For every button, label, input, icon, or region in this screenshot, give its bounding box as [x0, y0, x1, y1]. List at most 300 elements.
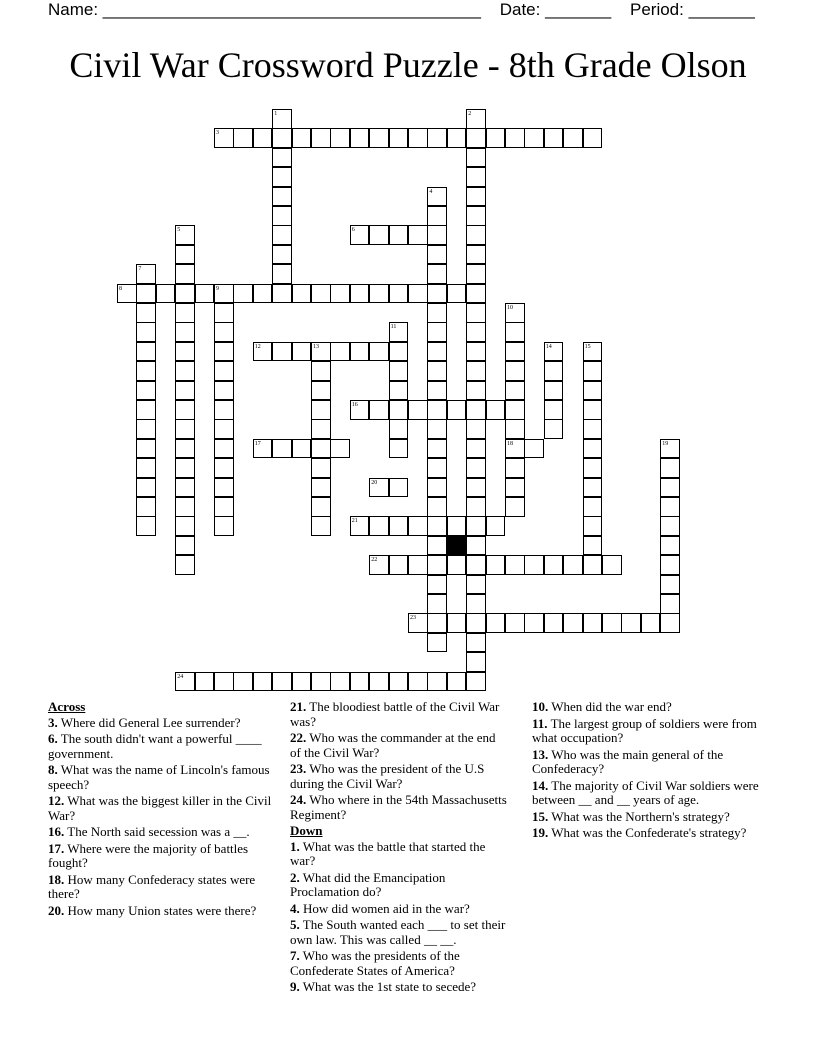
- grid-cell[interactable]: [136, 284, 156, 304]
- across-clue: [290, 731, 508, 760]
- grid-cell[interactable]: [427, 400, 447, 420]
- grid-cell[interactable]: [175, 419, 195, 439]
- grid-cell[interactable]: [233, 284, 253, 304]
- clue-number: 11.: [532, 715, 548, 731]
- across-clue: [290, 762, 508, 791]
- clue-number: 21.: [290, 699, 307, 714]
- grid-cell[interactable]: [583, 128, 603, 148]
- grid-cell[interactable]: [175, 245, 195, 265]
- grid-cell[interactable]: [214, 516, 234, 536]
- grid-cell[interactable]: [544, 128, 564, 148]
- grid-cell[interactable]: [427, 206, 447, 226]
- grid-cell[interactable]: [330, 342, 350, 362]
- clue-number: 10.: [532, 699, 549, 714]
- grid-cell[interactable]: [660, 478, 680, 498]
- grid-cell[interactable]: [369, 342, 389, 362]
- clue-column-1: [48, 700, 273, 920]
- grid-cell[interactable]: [427, 322, 447, 342]
- grid-cell[interactable]: [136, 342, 156, 362]
- grid-cell[interactable]: [389, 672, 409, 692]
- grid-cell[interactable]: [136, 458, 156, 478]
- grid-cell[interactable]: [156, 284, 176, 304]
- grid-cell[interactable]: [311, 400, 331, 420]
- across-clue: [48, 904, 273, 919]
- grid-cell[interactable]: [292, 672, 312, 692]
- grid-cell[interactable]: [466, 284, 486, 304]
- across-clue: [48, 825, 273, 840]
- clue-text: How many Union states were there?: [67, 902, 257, 918]
- cell-number: 20: [371, 479, 378, 486]
- grid-cell[interactable]: [583, 555, 603, 575]
- grid-cell[interactable]: [389, 225, 409, 245]
- cell-number: 19: [662, 440, 669, 447]
- grid-cell[interactable]: [408, 555, 428, 575]
- grid-cell[interactable]: [544, 400, 564, 420]
- grid-cell[interactable]: [175, 516, 195, 536]
- grid-cell[interactable]: [389, 478, 409, 498]
- grid-cell[interactable]: [505, 419, 525, 439]
- grid-cell[interactable]: [175, 381, 195, 401]
- grid-cell[interactable]: [505, 128, 525, 148]
- clue-number: 16.: [48, 824, 65, 839]
- grid-cell[interactable]: [175, 303, 195, 323]
- grid-cell[interactable]: [175, 284, 195, 304]
- grid-cell[interactable]: [214, 381, 234, 401]
- grid-cell[interactable]: [447, 672, 467, 692]
- grid-cell[interactable]: [272, 672, 292, 692]
- grid-cell[interactable]: [214, 419, 234, 439]
- grid-cell[interactable]: [427, 419, 447, 439]
- grid-cell[interactable]: [369, 400, 389, 420]
- grid-cell[interactable]: [466, 167, 486, 187]
- grid-cell[interactable]: [311, 361, 331, 381]
- grid-cell[interactable]: [272, 167, 292, 187]
- grid-cell[interactable]: [486, 613, 506, 633]
- grid-cell[interactable]: [330, 128, 350, 148]
- grid-cell[interactable]: [389, 400, 409, 420]
- grid-cell[interactable]: [253, 128, 273, 148]
- grid-cell[interactable]: [466, 225, 486, 245]
- grid-cell[interactable]: [427, 594, 447, 614]
- grid-cell[interactable]: [369, 284, 389, 304]
- grid-cell[interactable]: [427, 633, 447, 653]
- grid-cell[interactable]: [505, 458, 525, 478]
- grid-cell[interactable]: [466, 381, 486, 401]
- grid-cell[interactable]: [253, 284, 273, 304]
- clue-text: What was the battle that started the war?: [290, 838, 486, 868]
- grid-cell[interactable]: [583, 478, 603, 498]
- clue-text: What did the Emancipation Proclamation do?: [290, 869, 446, 899]
- clue-column-2: [290, 700, 508, 997]
- grid-cell[interactable]: [583, 516, 603, 536]
- grid-cell[interactable]: [583, 439, 603, 459]
- grid-cell[interactable]: [389, 128, 409, 148]
- grid-cell[interactable]: [311, 497, 331, 517]
- grid-cell[interactable]: [311, 458, 331, 478]
- grid-cell[interactable]: [427, 225, 447, 245]
- grid-cell[interactable]: [583, 497, 603, 517]
- clue-number: 5.: [290, 917, 300, 932]
- grid-cell[interactable]: [544, 381, 564, 401]
- grid-cell[interactable]: [466, 400, 486, 420]
- grid-cell[interactable]: [427, 303, 447, 323]
- grid-cell[interactable]: [447, 555, 467, 575]
- grid-cell[interactable]: [175, 264, 195, 284]
- cell-number: 7: [138, 266, 142, 273]
- grid-cell[interactable]: [447, 284, 467, 304]
- grid-cell[interactable]: [466, 245, 486, 265]
- cell-number: 10: [507, 305, 513, 311]
- grid-cell[interactable]: [660, 613, 680, 633]
- clue-text: The largest group of soldiers were from what occupation?: [532, 715, 757, 745]
- grid-cell[interactable]: [466, 458, 486, 478]
- cell-number: 14: [545, 343, 552, 350]
- grid-cell[interactable]: [292, 439, 312, 459]
- grid-cell[interactable]: [660, 458, 680, 478]
- clue-text: What was the biggest killer in the Civil War?: [48, 793, 272, 823]
- grid-cell[interactable]: [427, 245, 447, 265]
- grid-cell[interactable]: [369, 672, 389, 692]
- grid-cell[interactable]: [660, 555, 680, 575]
- grid-cell[interactable]: [272, 245, 292, 265]
- grid-cell[interactable]: [466, 594, 486, 614]
- grid-cell[interactable]: [427, 458, 447, 478]
- grid-cell[interactable]: [272, 284, 292, 304]
- grid-cell[interactable]: [272, 439, 292, 459]
- grid-cell[interactable]: [563, 555, 583, 575]
- grid-cell[interactable]: [175, 361, 195, 381]
- grid-cell[interactable]: [408, 400, 428, 420]
- grid-cell[interactable]: [389, 361, 409, 381]
- clue-number: 19.: [532, 825, 549, 840]
- grid-cell[interactable]: [136, 361, 156, 381]
- grid-cell[interactable]: [427, 672, 447, 692]
- grid-cell[interactable]: [524, 439, 544, 459]
- grid-cell[interactable]: [311, 439, 331, 459]
- grid-cell[interactable]: [427, 575, 447, 595]
- down-clue: [532, 810, 762, 825]
- grid-cell[interactable]: [544, 361, 564, 381]
- grid-cell[interactable]: [427, 497, 447, 517]
- grid-cell[interactable]: [447, 613, 467, 633]
- cell-number: 22: [371, 557, 378, 564]
- grid-cell[interactable]: [486, 400, 506, 420]
- across-heading: Across: [48, 699, 86, 714]
- grid-cell[interactable]: [233, 128, 253, 148]
- grid-cell[interactable]: [427, 284, 447, 304]
- down-clue: [290, 949, 508, 978]
- clue-column-3: [532, 700, 762, 843]
- name-field[interactable]: Name: ________________________________________: [48, 0, 481, 19]
- grid-cell[interactable]: [369, 516, 389, 536]
- grid-cell[interactable]: [466, 536, 486, 556]
- clue-text: Who was the commander at the end of the Civil War?: [290, 730, 496, 760]
- grid-cell[interactable]: [602, 555, 622, 575]
- grid-cell[interactable]: [214, 303, 234, 323]
- grid-cell[interactable]: [389, 419, 409, 439]
- grid-cell[interactable]: [505, 342, 525, 362]
- grid-cell[interactable]: [272, 225, 292, 245]
- cell-number: 15: [584, 343, 591, 350]
- grid-cell[interactable]: [544, 613, 564, 633]
- grid-cell[interactable]: [214, 439, 234, 459]
- grid-cell[interactable]: [544, 419, 564, 439]
- grid-cell[interactable]: [136, 381, 156, 401]
- grid-cell[interactable]: [660, 575, 680, 595]
- grid-cell[interactable]: [175, 478, 195, 498]
- grid-cell[interactable]: [466, 439, 486, 459]
- cell-number: 23: [410, 615, 416, 622]
- grid-cell[interactable]: [292, 128, 312, 148]
- across-clue: [48, 873, 273, 902]
- grid-cell[interactable]: [175, 497, 195, 517]
- grid-cell[interactable]: [505, 322, 525, 342]
- grid-cell[interactable]: [583, 536, 603, 556]
- grid-cell[interactable]: [427, 361, 447, 381]
- grid-cell[interactable]: [466, 497, 486, 517]
- grid-cell[interactable]: [447, 400, 467, 420]
- grid-cell[interactable]: [660, 536, 680, 556]
- down-clue: [290, 840, 508, 869]
- grid-cell[interactable]: [136, 497, 156, 517]
- grid-cell[interactable]: [369, 225, 389, 245]
- grid-cell[interactable]: [350, 284, 370, 304]
- grid-cell[interactable]: [272, 342, 292, 362]
- clue-number: 22.: [290, 730, 307, 745]
- grid-cell[interactable]: [311, 478, 331, 498]
- grid-cell[interactable]: [466, 264, 486, 284]
- cell-number: 2: [468, 111, 472, 117]
- grid-cell[interactable]: [136, 322, 156, 342]
- grid-cell[interactable]: [466, 322, 486, 342]
- grid-cell[interactable]: [311, 419, 331, 439]
- clue-number: 13.: [532, 746, 549, 762]
- clue-text: How many Confederacy states were there?: [48, 871, 256, 901]
- grid-cell[interactable]: [427, 516, 447, 536]
- grid-cell[interactable]: [524, 555, 544, 575]
- grid-cell[interactable]: [389, 342, 409, 362]
- grid-cell[interactable]: [466, 148, 486, 168]
- grid-cell[interactable]: [350, 128, 370, 148]
- grid-cell[interactable]: [660, 516, 680, 536]
- grid-cell[interactable]: [311, 672, 331, 692]
- grid-cell[interactable]: [136, 400, 156, 420]
- across-clue: [48, 794, 273, 823]
- cell-number: 8: [119, 285, 122, 292]
- grid-cell[interactable]: [389, 439, 409, 459]
- grid-cell[interactable]: [311, 516, 331, 536]
- grid-cell[interactable]: [175, 536, 195, 556]
- grid-cell[interactable]: [466, 613, 486, 633]
- grid-cell[interactable]: [214, 478, 234, 498]
- down-clue: [290, 918, 508, 947]
- grid-cell[interactable]: [466, 128, 486, 148]
- grid-cell[interactable]: [583, 458, 603, 478]
- cell-number: 16: [351, 402, 358, 408]
- cell-number: 12: [254, 343, 261, 350]
- grid-cell[interactable]: [563, 613, 583, 633]
- grid-cell[interactable]: [466, 575, 486, 595]
- grid-cell[interactable]: [466, 206, 486, 226]
- across-clue: [290, 700, 508, 729]
- clue-text: The bloodiest battle of the Civil War was?: [290, 699, 500, 729]
- clue-text: When did the war end?: [551, 699, 672, 714]
- grid-cell[interactable]: [427, 342, 447, 362]
- grid-cell[interactable]: [466, 303, 486, 323]
- grid-cell[interactable]: [544, 555, 564, 575]
- grid-cell[interactable]: [505, 555, 525, 575]
- grid-cell[interactable]: [621, 613, 641, 633]
- down-clue: [532, 717, 762, 746]
- grid-cell[interactable]: [466, 187, 486, 207]
- grid-cell[interactable]: [505, 381, 525, 401]
- grid-cell[interactable]: [175, 439, 195, 459]
- grid-cell[interactable]: [427, 478, 447, 498]
- grid-cell[interactable]: [660, 497, 680, 517]
- clue-number: 17.: [48, 840, 65, 856]
- grid-cell[interactable]: [292, 284, 312, 304]
- grid-cell[interactable]: [136, 516, 156, 536]
- grid-cell[interactable]: [214, 497, 234, 517]
- grid-cell[interactable]: [408, 516, 428, 536]
- grid-cell[interactable]: [330, 284, 350, 304]
- grid-cell[interactable]: [486, 128, 506, 148]
- grid-cell[interactable]: [136, 419, 156, 439]
- grid-cell[interactable]: [505, 478, 525, 498]
- grid-cell[interactable]: [272, 206, 292, 226]
- grid-cell[interactable]: [311, 381, 331, 401]
- grid-cell[interactable]: [427, 613, 447, 633]
- grid-cell[interactable]: [369, 128, 389, 148]
- grid-cell[interactable]: [660, 594, 680, 614]
- grid-cell[interactable]: [214, 342, 234, 362]
- clue-number: 9.: [290, 979, 300, 994]
- clue-number: 8.: [48, 762, 58, 777]
- grid-cell[interactable]: [214, 458, 234, 478]
- grid-cell[interactable]: [466, 419, 486, 439]
- grid-cell[interactable]: [272, 148, 292, 168]
- clue-text: Who was the main general of the Confederacy?: [532, 746, 724, 776]
- grid-cell[interactable]: [311, 128, 331, 148]
- grid-cell[interactable]: [408, 225, 428, 245]
- grid-cell[interactable]: [524, 613, 544, 633]
- grid-cell[interactable]: [175, 400, 195, 420]
- date-field[interactable]: Date: _______: [499, 0, 612, 19]
- clue-text: The south didn't want a powerful ____ government.: [48, 731, 262, 761]
- grid-cell[interactable]: [505, 361, 525, 381]
- grid-cell[interactable]: [466, 652, 486, 672]
- grid-cell[interactable]: [350, 342, 370, 362]
- grid-cell[interactable]: [408, 672, 428, 692]
- grid-cell[interactable]: [427, 536, 447, 556]
- grid-cell[interactable]: [389, 381, 409, 401]
- grid-cell[interactable]: [253, 672, 273, 692]
- grid-cell[interactable]: [563, 128, 583, 148]
- grid-cell[interactable]: [233, 672, 253, 692]
- grid-cell[interactable]: [389, 284, 409, 304]
- grid-cell[interactable]: [195, 284, 215, 304]
- grid-cell[interactable]: [175, 342, 195, 362]
- grid-cell[interactable]: [486, 516, 506, 536]
- clue-number: 3.: [48, 714, 58, 730]
- grid-cell[interactable]: [466, 478, 486, 498]
- grid-cell[interactable]: [389, 555, 409, 575]
- grid-cell[interactable]: [466, 516, 486, 536]
- grid-cell[interactable]: [466, 555, 486, 575]
- grid-cell[interactable]: [641, 613, 661, 633]
- down-clue: [532, 748, 762, 777]
- clue-number: 24.: [290, 792, 307, 807]
- grid-cell[interactable]: [330, 672, 350, 692]
- grid-cell[interactable]: [427, 439, 447, 459]
- grid-cell[interactable]: [292, 342, 312, 362]
- grid-cell[interactable]: [175, 555, 195, 575]
- grid-cell[interactable]: [427, 555, 447, 575]
- cell-number: 24: [177, 673, 184, 680]
- grid-cell[interactable]: [583, 419, 603, 439]
- grid-cell[interactable]: [175, 458, 195, 478]
- grid-cell[interactable]: [447, 128, 467, 148]
- grid-cell[interactable]: [524, 128, 544, 148]
- grid-cell[interactable]: [214, 672, 234, 692]
- grid-cell[interactable]: [466, 361, 486, 381]
- grid-cell[interactable]: [505, 400, 525, 420]
- grid-cell[interactable]: [389, 516, 409, 536]
- grid-cell[interactable]: [214, 322, 234, 342]
- grid-cell[interactable]: [136, 303, 156, 323]
- across-clue: [290, 793, 508, 822]
- grid-cell[interactable]: [427, 128, 447, 148]
- grid-cell[interactable]: [466, 633, 486, 653]
- grid-cell[interactable]: [214, 361, 234, 381]
- clue-number: 1.: [290, 838, 300, 854]
- grid-cell[interactable]: [583, 613, 603, 633]
- grid-cell[interactable]: [602, 613, 622, 633]
- grid-cell[interactable]: [272, 264, 292, 284]
- grid-cell[interactable]: [486, 555, 506, 575]
- grid-cell[interactable]: [583, 400, 603, 420]
- grid-cell[interactable]: [272, 187, 292, 207]
- grid-cell[interactable]: [583, 361, 603, 381]
- clue-text: What was the name of Lincoln's famous speech?: [48, 762, 270, 792]
- grid-cell[interactable]: [311, 284, 331, 304]
- grid-cell[interactable]: [466, 672, 486, 692]
- grid-cell[interactable]: [214, 400, 234, 420]
- grid-cell[interactable]: [505, 613, 525, 633]
- grid-cell[interactable]: [583, 381, 603, 401]
- grid-cell[interactable]: [427, 381, 447, 401]
- grid-cell[interactable]: [330, 439, 350, 459]
- grid-cell[interactable]: [505, 497, 525, 517]
- grid-cell[interactable]: [350, 672, 370, 692]
- grid-cell[interactable]: [427, 264, 447, 284]
- grid-cell[interactable]: [466, 342, 486, 362]
- grid-cell[interactable]: [447, 516, 467, 536]
- grid-cell[interactable]: [272, 128, 292, 148]
- period-field[interactable]: Period: _______: [630, 0, 755, 19]
- clue-text: What was the Northern's strategy?: [551, 808, 730, 824]
- across-clue: [48, 716, 273, 731]
- grid-cell[interactable]: [136, 478, 156, 498]
- grid-cell[interactable]: [136, 439, 156, 459]
- grid-cell[interactable]: [175, 322, 195, 342]
- across-clue: [48, 842, 273, 871]
- clue-number: 20.: [48, 902, 65, 918]
- grid-cell[interactable]: [408, 128, 428, 148]
- grid-cell[interactable]: [195, 672, 215, 692]
- grid-cell[interactable]: [408, 284, 428, 304]
- clue-text: The majority of Civil War soldiers were between __ and __ years of age.: [532, 777, 759, 807]
